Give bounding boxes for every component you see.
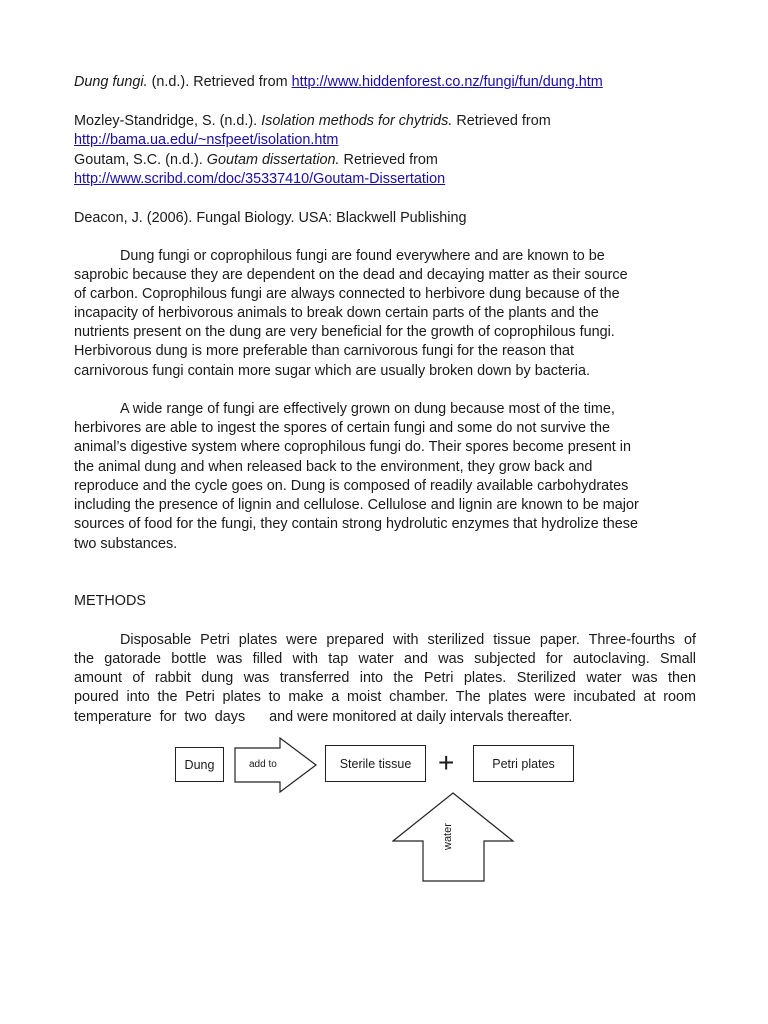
paragraph1-line: nutrients present on the dung are very beneficial for the growth of coprophilous fungi. — [74, 324, 615, 340]
reference-text: Retrieved from — [452, 113, 551, 129]
paragraph2-line: sources of food for the fungi, they contain strong hydrolutic enzymes that hydrolize these — [74, 516, 638, 532]
paragraph2-line: two substances. — [74, 536, 178, 552]
paragraph1-line: saprobic because they are dependent on the dead and decaying matter as their source — [74, 267, 628, 283]
water-arrow-icon — [392, 792, 516, 884]
reference-title: Goutam dissertation. — [206, 152, 340, 168]
reference-deacon: Deacon, J. (2006). Fungal Biology. USA: Blackwell Publishing — [74, 210, 467, 226]
plus-sign: + — [438, 747, 455, 778]
reference-title: Dung fungi. — [74, 74, 148, 90]
water-label: water — [442, 823, 454, 850]
add-to-label: add to — [249, 759, 277, 770]
methods-line: the gatorade bottle was filled with tap water and was subjected for autoclaving. Small — [74, 651, 696, 667]
paragraph1-line: of carbon. Coprophilous fungi are always connected to herbivore dung because of the — [74, 286, 620, 302]
reference-text: Retrieved from — [339, 152, 438, 168]
reference-link[interactable]: http://www.hiddenforest.co.nz/fungi/fun/dung.htm — [291, 74, 603, 90]
paragraph1-line: incapacity of herbivorous animals to break down certain parts of the plants and the — [74, 305, 599, 321]
sterile-tissue-label: Sterile tissue — [339, 756, 412, 771]
methods-line: temperature for two days and were monitored at daily intervals thereafter. — [74, 709, 573, 725]
petri-plates-label: Petri plates — [492, 756, 555, 771]
reference-text: (n.d.). Retrieved from — [147, 74, 292, 90]
paragraph2-line: including the presence of lignin and cellulose. Cellulose and lignin are known to be major — [74, 497, 639, 513]
paragraph2-line: herbivores are able to ingest the spores of certain fungi and some do not survive the — [74, 420, 610, 436]
reference-link[interactable]: http://bama.ua.edu/~nsfpeet/isolation.htm — [74, 132, 339, 148]
methods-line: amount of rabbit dung was transferred into the Petri plates. Sterilized water was then — [74, 670, 696, 686]
reference-author: Mozley-Standridge, S. (n.d.). — [74, 113, 262, 129]
reference-author: Goutam, S.C. (n.d.). — [74, 152, 207, 168]
petri-plates-box — [473, 745, 574, 782]
methods-line: poured into the Petri plates to make a moist chamber. The plates were incubated at room — [74, 689, 696, 705]
paragraph2-line: A wide range of fungi are effectively grown on dung because most of the time, — [120, 401, 615, 417]
reference-link[interactable]: http://www.scribd.com/doc/35337410/Goutam-Dissertation — [74, 171, 446, 187]
methods-line: Disposable Petri plates were prepared with sterilized tissue paper. Three-fourths of — [120, 632, 696, 648]
paragraph1-line: carnivorous fungi contain more sugar which are usually broken down by bacteria. — [74, 363, 590, 379]
paragraph1-line: Dung fungi or coprophilous fungi are found everywhere and are known to be — [120, 248, 605, 264]
dung-label: Dung — [184, 757, 215, 772]
methods-heading: METHODS — [74, 593, 146, 609]
paragraph1-line: Herbivorous dung is more preferable than carnivorous fungi for the reason that — [74, 343, 574, 359]
paragraph2-line: animal’s digestive system where coprophilous fungi do. Their spores become present in — [74, 439, 631, 455]
reference-title: Isolation methods for chytrids. — [261, 113, 453, 129]
paragraph2-line: the animal dung and when released back to the environment, they grow back and — [74, 459, 593, 475]
dung-box — [175, 747, 224, 782]
paragraph2-line: reproduce and the cycle goes on. Dung is composed of readily available carbohydrates — [74, 478, 629, 494]
sterile-tissue-box — [325, 745, 426, 782]
